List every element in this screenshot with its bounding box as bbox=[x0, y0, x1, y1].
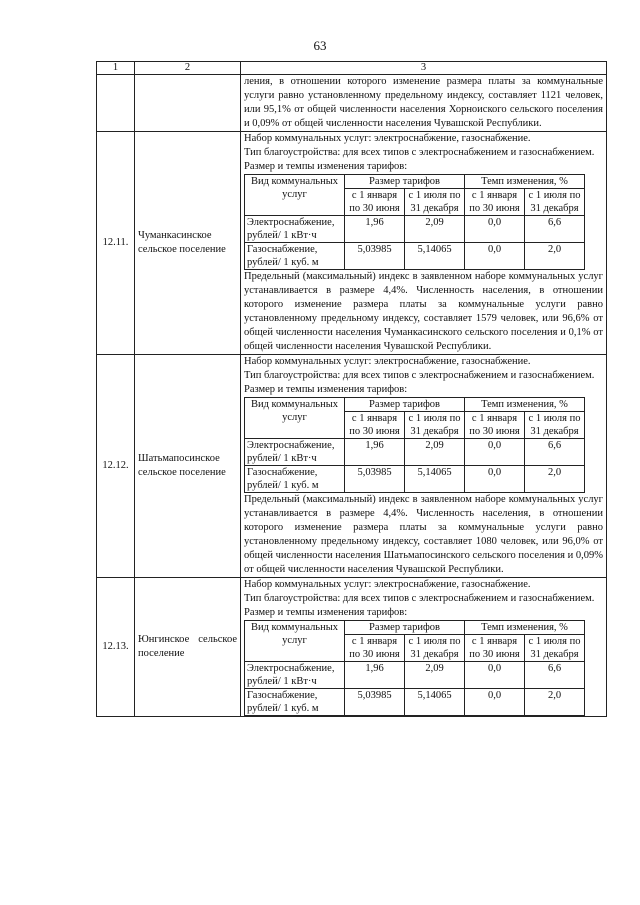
settlement-name: Юнгинское сельское поселение bbox=[135, 578, 241, 717]
rate-value: 0,0 bbox=[465, 689, 525, 716]
rate-value: 6,6 bbox=[525, 439, 585, 466]
tariff-value: 5,03985 bbox=[345, 243, 405, 270]
continuation-text: ления, в отношении которого изменение размера платы за коммунальные услуги равно установленному предельному индексу, составляет 1121 человек, или 95,1% от общей численности населения Хорноиского сельского поселения и 0,09% от общей численности населения Чувашской Республики. bbox=[244, 76, 603, 129]
page-number: 63 bbox=[313, 38, 327, 53]
tariffs-title: Размер и темпы изменения тарифов: bbox=[244, 607, 408, 618]
electric-label: Электроснабжение, рублей/ 1 кВт·ч bbox=[245, 439, 345, 466]
col-change-rate-header: Темп изменения, % bbox=[465, 621, 585, 635]
settlement-details bbox=[241, 355, 607, 578]
settlement-name: Шатьмапосинское сельское поселение bbox=[135, 355, 241, 578]
row-number: 12.11. bbox=[97, 132, 135, 355]
period-header: с 1 января по 30 июня bbox=[465, 189, 525, 216]
services-set-text: Набор коммунальных услуг: электроснабжение, газоснабжение. bbox=[244, 579, 531, 590]
rate-value: 0,0 bbox=[465, 216, 525, 243]
electric-row bbox=[245, 216, 585, 243]
period-header: с 1 июля по 31 декабря bbox=[525, 635, 585, 662]
period-header: с 1 июля по 31 декабря bbox=[525, 412, 585, 439]
electric-row bbox=[245, 662, 585, 689]
tariff-table bbox=[244, 620, 585, 716]
electric-label: Электроснабжение, рублей/ 1 кВт·ч bbox=[245, 216, 345, 243]
col-service-header: Вид коммунальных услуг bbox=[245, 175, 345, 216]
period-header: с 1 января по 30 июня bbox=[345, 189, 405, 216]
period-header: с 1 января по 30 июня bbox=[345, 635, 405, 662]
tariff-value: 2,09 bbox=[405, 216, 465, 243]
settlement-details bbox=[241, 578, 607, 717]
gas-row bbox=[245, 466, 585, 493]
table-header-row bbox=[97, 62, 607, 75]
tariff-value: 2,09 bbox=[405, 662, 465, 689]
tariffs-title: Размер и темпы изменения тарифов: bbox=[244, 384, 408, 395]
col-change-rate-header: Темп изменения, % bbox=[465, 175, 585, 189]
tariff-value: 5,03985 bbox=[345, 466, 405, 493]
improvement-type-text: Тип благоустройства: для всех типов с электроснабжением и газоснабжением. bbox=[244, 147, 595, 158]
continuation-row bbox=[97, 75, 607, 132]
period-header: с 1 января по 30 июня bbox=[345, 412, 405, 439]
electric-row bbox=[245, 439, 585, 466]
gas-label: Газоснабжение, рублей/ 1 куб. м bbox=[245, 466, 345, 493]
period-header: с 1 июля по 31 декабря bbox=[405, 189, 465, 216]
tariff-value: 1,96 bbox=[345, 662, 405, 689]
rate-value: 2,0 bbox=[525, 689, 585, 716]
services-set-text: Набор коммунальных услуг: электроснабжение, газоснабжение. bbox=[244, 356, 531, 367]
col-tariff-size-header: Размер тарифов bbox=[345, 621, 465, 635]
row-number: 12.13. bbox=[97, 578, 135, 717]
header-col-2: 2 bbox=[135, 62, 241, 75]
tariff-table bbox=[244, 397, 585, 493]
col-change-rate-header: Темп изменения, % bbox=[465, 398, 585, 412]
rate-value: 6,6 bbox=[525, 216, 585, 243]
rate-value: 2,0 bbox=[525, 243, 585, 270]
period-header: с 1 июля по 31 декабря bbox=[525, 189, 585, 216]
rate-value: 0,0 bbox=[465, 662, 525, 689]
header-col-1: 1 bbox=[97, 62, 135, 75]
tariff-table bbox=[244, 174, 585, 270]
col-service-header: Вид коммунальных услуг bbox=[245, 621, 345, 662]
gas-label: Газоснабжение, рублей/ 1 куб. м bbox=[245, 689, 345, 716]
rate-value: 2,0 bbox=[525, 466, 585, 493]
tariff-value: 2,09 bbox=[405, 439, 465, 466]
limit-index-text: Предельный (максимальный) индекс в заявленном наборе коммунальных услуг устанавливается в размере 4,4%. Численность населения, в отношении которого изменение размера платы за коммунальные услуги равно установленному предельному индексу, составляет 1579 человек, или 96,6% от общей численности населения Чуманкасинского сельского поселения и 0,1% от общей численности населения Чувашской Республики. bbox=[244, 271, 603, 352]
gas-row bbox=[245, 243, 585, 270]
period-header: с 1 июля по 31 декабря bbox=[405, 635, 465, 662]
electric-label: Электроснабжение, рублей/ 1 кВт·ч bbox=[245, 662, 345, 689]
period-header: с 1 января по 30 июня bbox=[465, 635, 525, 662]
improvement-type-text: Тип благоустройства: для всех типов с электроснабжением и газоснабжением. bbox=[244, 370, 595, 381]
continuation-text-cell bbox=[241, 75, 607, 132]
improvement-type-text: Тип благоустройства: для всех типов с электроснабжением и газоснабжением. bbox=[244, 593, 595, 604]
rate-value: 0,0 bbox=[465, 439, 525, 466]
limit-index-text: Предельный (максимальный) индекс в заявленном наборе коммунальных услуг устанавливается в размере 4,4%. Численность населения, в отношении которого изменение размера платы за коммунальные услуги равно установленному предельному индексу, составляет 1080 человек, или 96,0% от общей численности населения Шатьмапосинского сельского поселения и 0,09% от общей численности населения Чувашской Республики. bbox=[244, 494, 603, 575]
settlement-row bbox=[97, 355, 607, 578]
continuation-name-cell bbox=[135, 75, 241, 132]
row-number: 12.12. bbox=[97, 355, 135, 578]
services-set-text: Набор коммунальных услуг: электроснабжение, газоснабжение. bbox=[244, 133, 531, 144]
tariff-value: 5,14065 bbox=[405, 689, 465, 716]
rate-value: 0,0 bbox=[465, 466, 525, 493]
gas-row bbox=[245, 689, 585, 716]
tariff-value: 1,96 bbox=[345, 439, 405, 466]
col-service-header: Вид коммунальных услуг bbox=[245, 398, 345, 439]
header-col-3: 3 bbox=[241, 62, 607, 75]
tariff-value: 5,14065 bbox=[405, 466, 465, 493]
tariff-value: 5,14065 bbox=[405, 243, 465, 270]
continuation-num-cell bbox=[97, 75, 135, 132]
rate-value: 0,0 bbox=[465, 243, 525, 270]
period-header: с 1 июля по 31 декабря bbox=[405, 412, 465, 439]
period-header: с 1 января по 30 июня bbox=[465, 412, 525, 439]
tariff-value: 5,03985 bbox=[345, 689, 405, 716]
settlement-row bbox=[97, 132, 607, 355]
settlement-row bbox=[97, 578, 607, 717]
col-tariff-size-header: Размер тарифов bbox=[345, 175, 465, 189]
rate-value: 6,6 bbox=[525, 662, 585, 689]
settlement-name: Чуманкасинское сельское поселение bbox=[135, 132, 241, 355]
settlement-details bbox=[241, 132, 607, 355]
col-tariff-size-header: Размер тарифов bbox=[345, 398, 465, 412]
settlements-table bbox=[96, 61, 607, 717]
tariffs-title: Размер и темпы изменения тарифов: bbox=[244, 161, 408, 172]
gas-label: Газоснабжение, рублей/ 1 куб. м bbox=[245, 243, 345, 270]
tariff-value: 1,96 bbox=[345, 216, 405, 243]
